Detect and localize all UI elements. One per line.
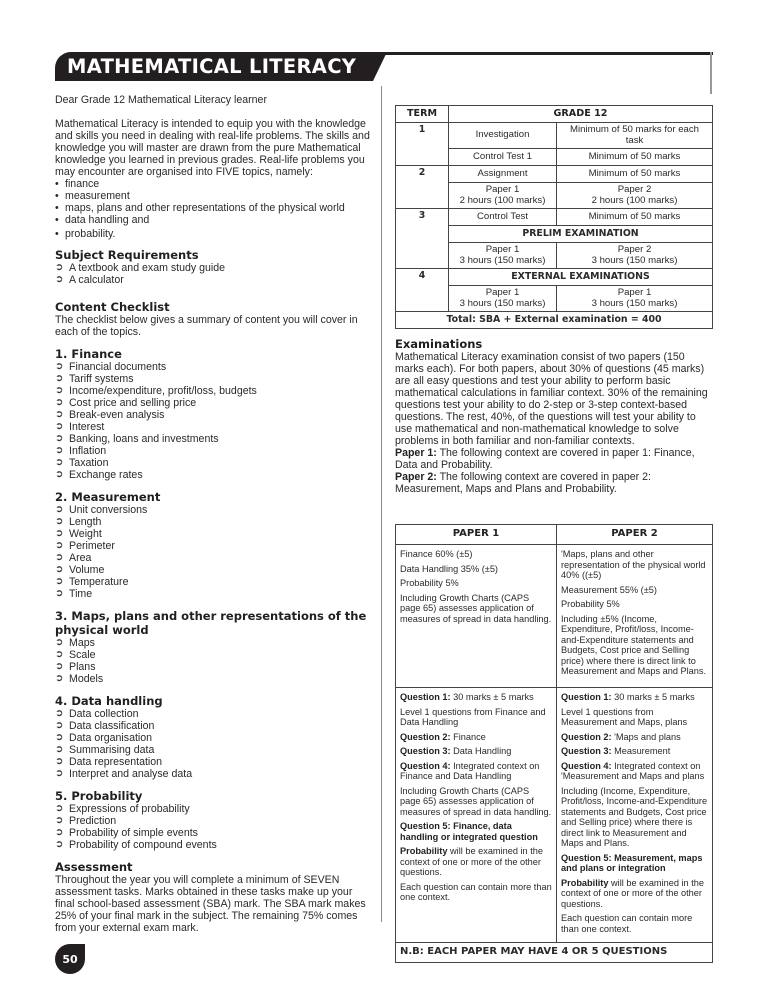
table-header: GRADE 12: [449, 106, 713, 123]
list-item: ➲ Prediction: [55, 815, 117, 827]
table-cell: Control Test 1: [449, 149, 557, 166]
column-divider: [381, 86, 382, 922]
list-item: ➲ Perimeter: [55, 540, 115, 552]
topic-checklist: [55, 637, 370, 685]
arrow-bullet-icon: ➲: [55, 385, 64, 396]
table-header: PAPER 1: [396, 525, 557, 545]
arrow-bullet-icon: ➲: [55, 274, 64, 285]
list-item: ➲ Income/expenditure, profit/loss, budgets: [55, 385, 257, 397]
table-cell: Minimum of 50 marks: [557, 209, 713, 226]
table-cell: Control Test: [449, 209, 557, 226]
term-cell: 1: [396, 123, 449, 166]
list-item: ➲ Scale: [55, 649, 96, 661]
section-heading: 5. Probability: [55, 789, 143, 803]
list-item: ➲ Time: [55, 588, 93, 600]
intro-paragraph: Mathematical Literacy is intended to equip you with the knowledge and skills you need in dealing with real-life problems. The skills and knowledge you will master are drawn from the pure Mathematical knowledge you learned in previous grades. Real-life problems you may encounter are organised into FIVE topics, namely:: [55, 118, 370, 178]
list-item: ➲ Taxation: [55, 457, 109, 469]
list-item: ➲ Banking, loans and investments: [55, 433, 219, 445]
list-item: ➲ Length: [55, 516, 102, 528]
list-item: ➲ Data representation: [55, 756, 163, 768]
arrow-bullet-icon: ➲: [55, 744, 64, 755]
list-item: ➲ Maps: [55, 637, 95, 649]
list-item: ➲ Cost price and selling price: [55, 397, 197, 409]
arrow-bullet-icon: ➲: [55, 732, 64, 743]
header-rule-right: [710, 52, 712, 94]
list-item: ➲ Financial documents: [55, 361, 167, 373]
list-item: ➲ Models: [55, 673, 104, 685]
table-cell: Paper 2 2 hours (100 marks): [557, 183, 713, 209]
arrow-bullet-icon: ➲: [55, 576, 64, 587]
greeting: Dear Grade 12 Mathematical Literacy learner: [55, 94, 267, 106]
term-cell: 4: [396, 269, 449, 312]
arrow-bullet-icon: ➲: [55, 564, 64, 575]
arrow-bullet-icon: ➲: [55, 720, 64, 731]
topic-checklist: [55, 361, 370, 481]
table-cell: EXTERNAL EXAMINATIONS: [449, 269, 713, 286]
list-item: ➲ Plans: [55, 661, 96, 673]
topic-checklist: [55, 803, 370, 851]
arrow-bullet-icon: ➲: [55, 673, 64, 684]
list-item: ➲ Tariff systems: [55, 373, 134, 385]
list-item: ➲ Probability of simple events: [55, 827, 198, 839]
examinations-text: Mathematical Literacy examination consist of two papers (150 marks each). For both papers, about 30% of questions (45 marks) are all easy questions and test your ability to perform basic mathematical calculations in familiar context. 30% of the remaining questions test your ability to do 2-step or 3-step context-based questions. The rest, 40%, of the questions will test your ability to use mathematical and non-mathematical knowledge to solve problems in both familiar and non-familiar contexts.: [395, 351, 708, 447]
arrow-bullet-icon: ➲: [55, 552, 64, 563]
arrow-bullet-icon: ➲: [55, 815, 64, 826]
table-cell: Paper 1 3 hours (150 marks): [449, 286, 557, 312]
term-table: [395, 105, 713, 329]
term-cell: 3: [396, 209, 449, 269]
arrow-bullet-icon: ➲: [55, 528, 64, 539]
arrow-bullet-icon: ➲: [55, 708, 64, 719]
paper1-questions: Question 1: 30 marks ± 5 marks Level 1 questions from Finance and Data Handling Question 2: Finance Question 3: Data Handling Question 4: Integrated context on Finance and Data Handling Including Growth Charts (CAPS page 65) assesses application of measures of spread in data handling. Question 5: Finance, data handling or integrated question Probability will be examined in the context of one or more of the other questions. Each question can contain more than one context.: [396, 688, 557, 943]
paper1-weights: Finance 60% (±5) Data Handling 35% (±5) Probability 5% Including Growth Charts (CAPS page 65) assesses application of measures of spread in data handling.: [396, 545, 557, 688]
table-cell: Minimum of 50 marks: [557, 166, 713, 183]
list-item: ➲ Probability of compound events: [55, 839, 217, 851]
table-cell: Paper 2 3 hours (150 marks): [557, 243, 713, 269]
table-cell: PRELIM EXAMINATION: [449, 226, 713, 243]
paper2-weights: 'Maps, plans and other representation of the physical world 40% ((±5) Measurement 55% (±5) Probability 5% Including ±5% (Income, Expenditure, Profit/loss, Income-and-Expenditure statements and Budgets, Cost price and Selling price) where there is direct link to Measurement and Maps and Plans.: [557, 545, 713, 688]
section-heading: 1. Finance: [55, 347, 122, 361]
list-item: ➲ Data classification: [55, 720, 155, 732]
table-cell: Paper 1 3 hours (150 marks): [557, 286, 713, 312]
table-cell: Investigation: [449, 123, 557, 149]
table-cell: Minimum of 50 marks for each task: [557, 123, 713, 149]
arrow-bullet-icon: ➲: [55, 504, 64, 515]
arrow-bullet-icon: ➲: [55, 803, 64, 814]
arrow-bullet-icon: ➲: [55, 756, 64, 767]
arrow-bullet-icon: ➲: [55, 649, 64, 660]
table-header: TERM: [396, 106, 449, 123]
paper2-questions: Question 1: 30 marks ± 5 marks Level 1 questions from Measurement and Maps, plans Question 2: 'Maps and plans Question 3: Measurement Question 4: Integrated context on 'Measurement and Maps and plans Including (Income, Expenditure, Profit/loss, Income-and-Expenditure statements and Budgets, Cost price and Selling price) where there is direct link to Measurement and Maps and Plans. Question 5: Measurement, maps and plans or integration Probability will be examined in the context of one or more of the other questions. Each question can contain more than one context.: [557, 688, 713, 943]
topic-list: [55, 178, 370, 240]
section-heading: Assessment: [55, 860, 133, 874]
list-item: ➲ Unit conversions: [55, 504, 148, 516]
topic-checklist: [55, 504, 370, 600]
section-heading: 2. Measurement: [55, 490, 161, 504]
arrow-bullet-icon: ➲: [55, 469, 64, 480]
list-item: ➲ Area: [55, 552, 92, 564]
arrow-bullet-icon: ➲: [55, 516, 64, 527]
arrow-bullet-icon: ➲: [55, 540, 64, 551]
table-note: N.B: EACH PAPER MAY HAVE 4 OR 5 QUESTIONS: [396, 943, 713, 963]
arrow-bullet-icon: ➲: [55, 768, 64, 779]
header-rule: [373, 52, 713, 55]
list-item: ➲ Break-even analysis: [55, 409, 165, 421]
list-item: ➲ Data collection: [55, 708, 139, 720]
list-item: • measurement: [55, 190, 370, 202]
arrow-bullet-icon: ➲: [55, 457, 64, 468]
arrow-bullet-icon: ➲: [55, 361, 64, 372]
requirements-list: [55, 262, 370, 286]
list-item: • finance: [55, 178, 370, 190]
assessment-text: Throughout the year you will complete a minimum of SEVEN assessment tasks. Marks obtained in these tasks make up your final school-based assessment (SBA) mark. The SBA mark makes 25% of your final mark in the subject. The remaining 75% comes from your external exam mark.: [55, 874, 366, 934]
list-item: ➲ Data organisation: [55, 732, 153, 744]
list-item: ➲ Expressions of probability: [55, 803, 190, 815]
list-item: • data handling and: [55, 214, 370, 226]
examinations-section: [395, 337, 713, 495]
paper1-text: Paper 1: The following context are covered in paper 1: Finance, Data and Probability.: [395, 447, 695, 471]
arrow-bullet-icon: ➲: [55, 445, 64, 456]
section-heading: Examinations: [395, 337, 483, 351]
table-total: Total: SBA + External examination = 400: [396, 312, 713, 329]
arrow-bullet-icon: ➲: [55, 397, 64, 408]
section-heading: 3. Maps, plans and other representations of the physical world: [55, 609, 367, 637]
list-item: ➲ Exchange rates: [55, 469, 143, 481]
checklist-text: The checklist below gives a summary of content you will cover in each of the topics.: [55, 314, 358, 338]
list-item: ➲ Interpret and analyse data: [55, 768, 193, 780]
list-item: ➲ Volume: [55, 564, 105, 576]
list-item: • probability.: [55, 228, 370, 240]
page-number: 50: [55, 944, 85, 974]
list-item: ➲ Interest: [55, 421, 105, 433]
arrow-bullet-icon: ➲: [55, 839, 64, 850]
arrow-bullet-icon: ➲: [55, 373, 64, 384]
table-header: PAPER 2: [557, 525, 713, 545]
term-cell: 2: [396, 166, 449, 209]
table-cell: Minimum of 50 marks: [557, 149, 713, 166]
arrow-bullet-icon: ➲: [55, 588, 64, 599]
left-column: [55, 94, 370, 934]
arrow-bullet-icon: ➲: [55, 637, 64, 648]
table-cell: Paper 1 3 hours (150 marks): [449, 243, 557, 269]
list-item: ➲ A calculator: [55, 274, 124, 286]
page-title: MATHEMATICAL LITERACY: [55, 52, 373, 81]
arrow-bullet-icon: ➲: [55, 409, 64, 420]
arrow-bullet-icon: ➲: [55, 827, 64, 838]
list-item: ➲ Inflation: [55, 445, 107, 457]
section-heading: Content Checklist: [55, 300, 170, 314]
paper2-text: Paper 2: The following context are covered in paper 2: Measurement, Maps and Plans and Probability.: [395, 471, 651, 495]
arrow-bullet-icon: ➲: [55, 421, 64, 432]
list-item: ➲ A textbook and exam study guide: [55, 262, 226, 274]
section-heading: 4. Data handling: [55, 694, 163, 708]
table-cell: Assignment: [449, 166, 557, 183]
topic-checklist: [55, 708, 370, 780]
list-item: ➲ Summarising data: [55, 744, 155, 756]
list-item: • maps, plans and other representations of the physical world: [55, 202, 370, 214]
arrow-bullet-icon: ➲: [55, 262, 64, 273]
table-cell: Paper 1 2 hours (100 marks): [449, 183, 557, 209]
arrow-bullet-icon: ➲: [55, 661, 64, 672]
section-heading: Subject Requirements: [55, 248, 199, 262]
list-item: ➲ Weight: [55, 528, 102, 540]
list-item: ➲ Temperature: [55, 576, 129, 588]
arrow-bullet-icon: ➲: [55, 433, 64, 444]
paper-table: [395, 524, 713, 963]
